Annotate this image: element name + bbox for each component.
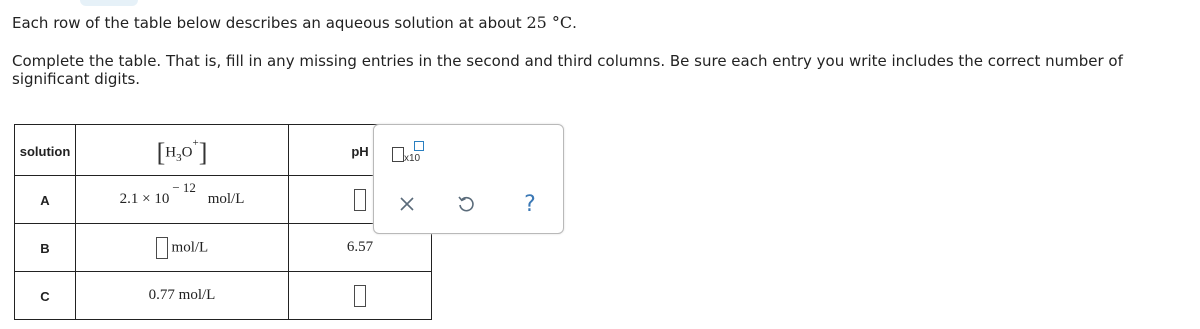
mantissa-box-icon: [392, 147, 404, 162]
row-b-unit: mol/L: [171, 238, 209, 255]
table-row-c: [15, 272, 432, 320]
table-row-b: [15, 224, 432, 272]
row-b-concentration-input[interactable]: [156, 237, 168, 259]
row-a-concentration: [76, 176, 289, 224]
intro-temperature: 25 °C: [526, 13, 573, 32]
undo-button[interactable]: [454, 192, 478, 216]
row-a-ph-input[interactable]: [354, 189, 366, 211]
right-bracket: ]: [198, 138, 208, 167]
help-icon: ?: [524, 191, 536, 217]
row-a-base: 10: [154, 191, 170, 207]
instructions-text: Complete the table. That is, fill in any missing entries in the second and third columns. Be sure each entry you write includes the correct number of significant digits.: [12, 52, 1123, 88]
header-concentration: [76, 125, 289, 176]
conc-o: O: [181, 144, 193, 161]
row-b-ph: 6.57: [346, 239, 374, 255]
table-row-a: [15, 176, 432, 224]
row-a-exponent: − 12: [172, 180, 196, 195]
row-c-concentration: [76, 272, 289, 320]
row-c-label: C: [40, 289, 50, 304]
row-c-ph-input[interactable]: [354, 285, 366, 307]
undo-icon: [456, 194, 476, 214]
row-c-concentration-value: 0.77 mol/L: [148, 287, 216, 303]
solution-table: [14, 124, 432, 320]
row-a-mantissa: 2.1: [119, 191, 139, 207]
intro-end: .: [572, 14, 577, 32]
intro-start: Each row of the table below describes an aqueous solution at about: [12, 14, 527, 32]
row-b-concentration: [76, 224, 289, 272]
row-c-label-cell: [15, 272, 76, 320]
table-header-row: [15, 125, 432, 176]
exponent-box-icon: [414, 141, 424, 151]
row-a-times: ×: [142, 191, 151, 207]
row-a-label-cell: [15, 176, 76, 224]
row-b-label: B: [40, 241, 50, 256]
intro-text: [12, 13, 577, 32]
conc-h: H: [165, 144, 177, 161]
conc-subscript: 3: [176, 152, 182, 165]
row-a-unit: mol/L: [207, 191, 245, 207]
header-solution-label: solution: [19, 143, 71, 159]
row-a-label: A: [40, 193, 50, 208]
math-palette: [373, 124, 564, 234]
conc-charge: +: [192, 137, 199, 150]
clear-button[interactable]: [395, 192, 419, 216]
help-button[interactable]: [518, 192, 542, 216]
row-b-label-cell: [15, 224, 76, 272]
row-c-ph-cell: [289, 272, 432, 320]
times-ten-power-button[interactable]: [392, 141, 432, 167]
header-ph-label: pH: [351, 143, 369, 159]
top-tab-stub: [80, 0, 138, 6]
hydronium-concentration-label: [157, 132, 208, 168]
left-bracket: [: [156, 138, 166, 167]
x10-label: x10: [404, 153, 421, 164]
header-solution: [15, 125, 76, 176]
close-icon: [399, 196, 415, 212]
